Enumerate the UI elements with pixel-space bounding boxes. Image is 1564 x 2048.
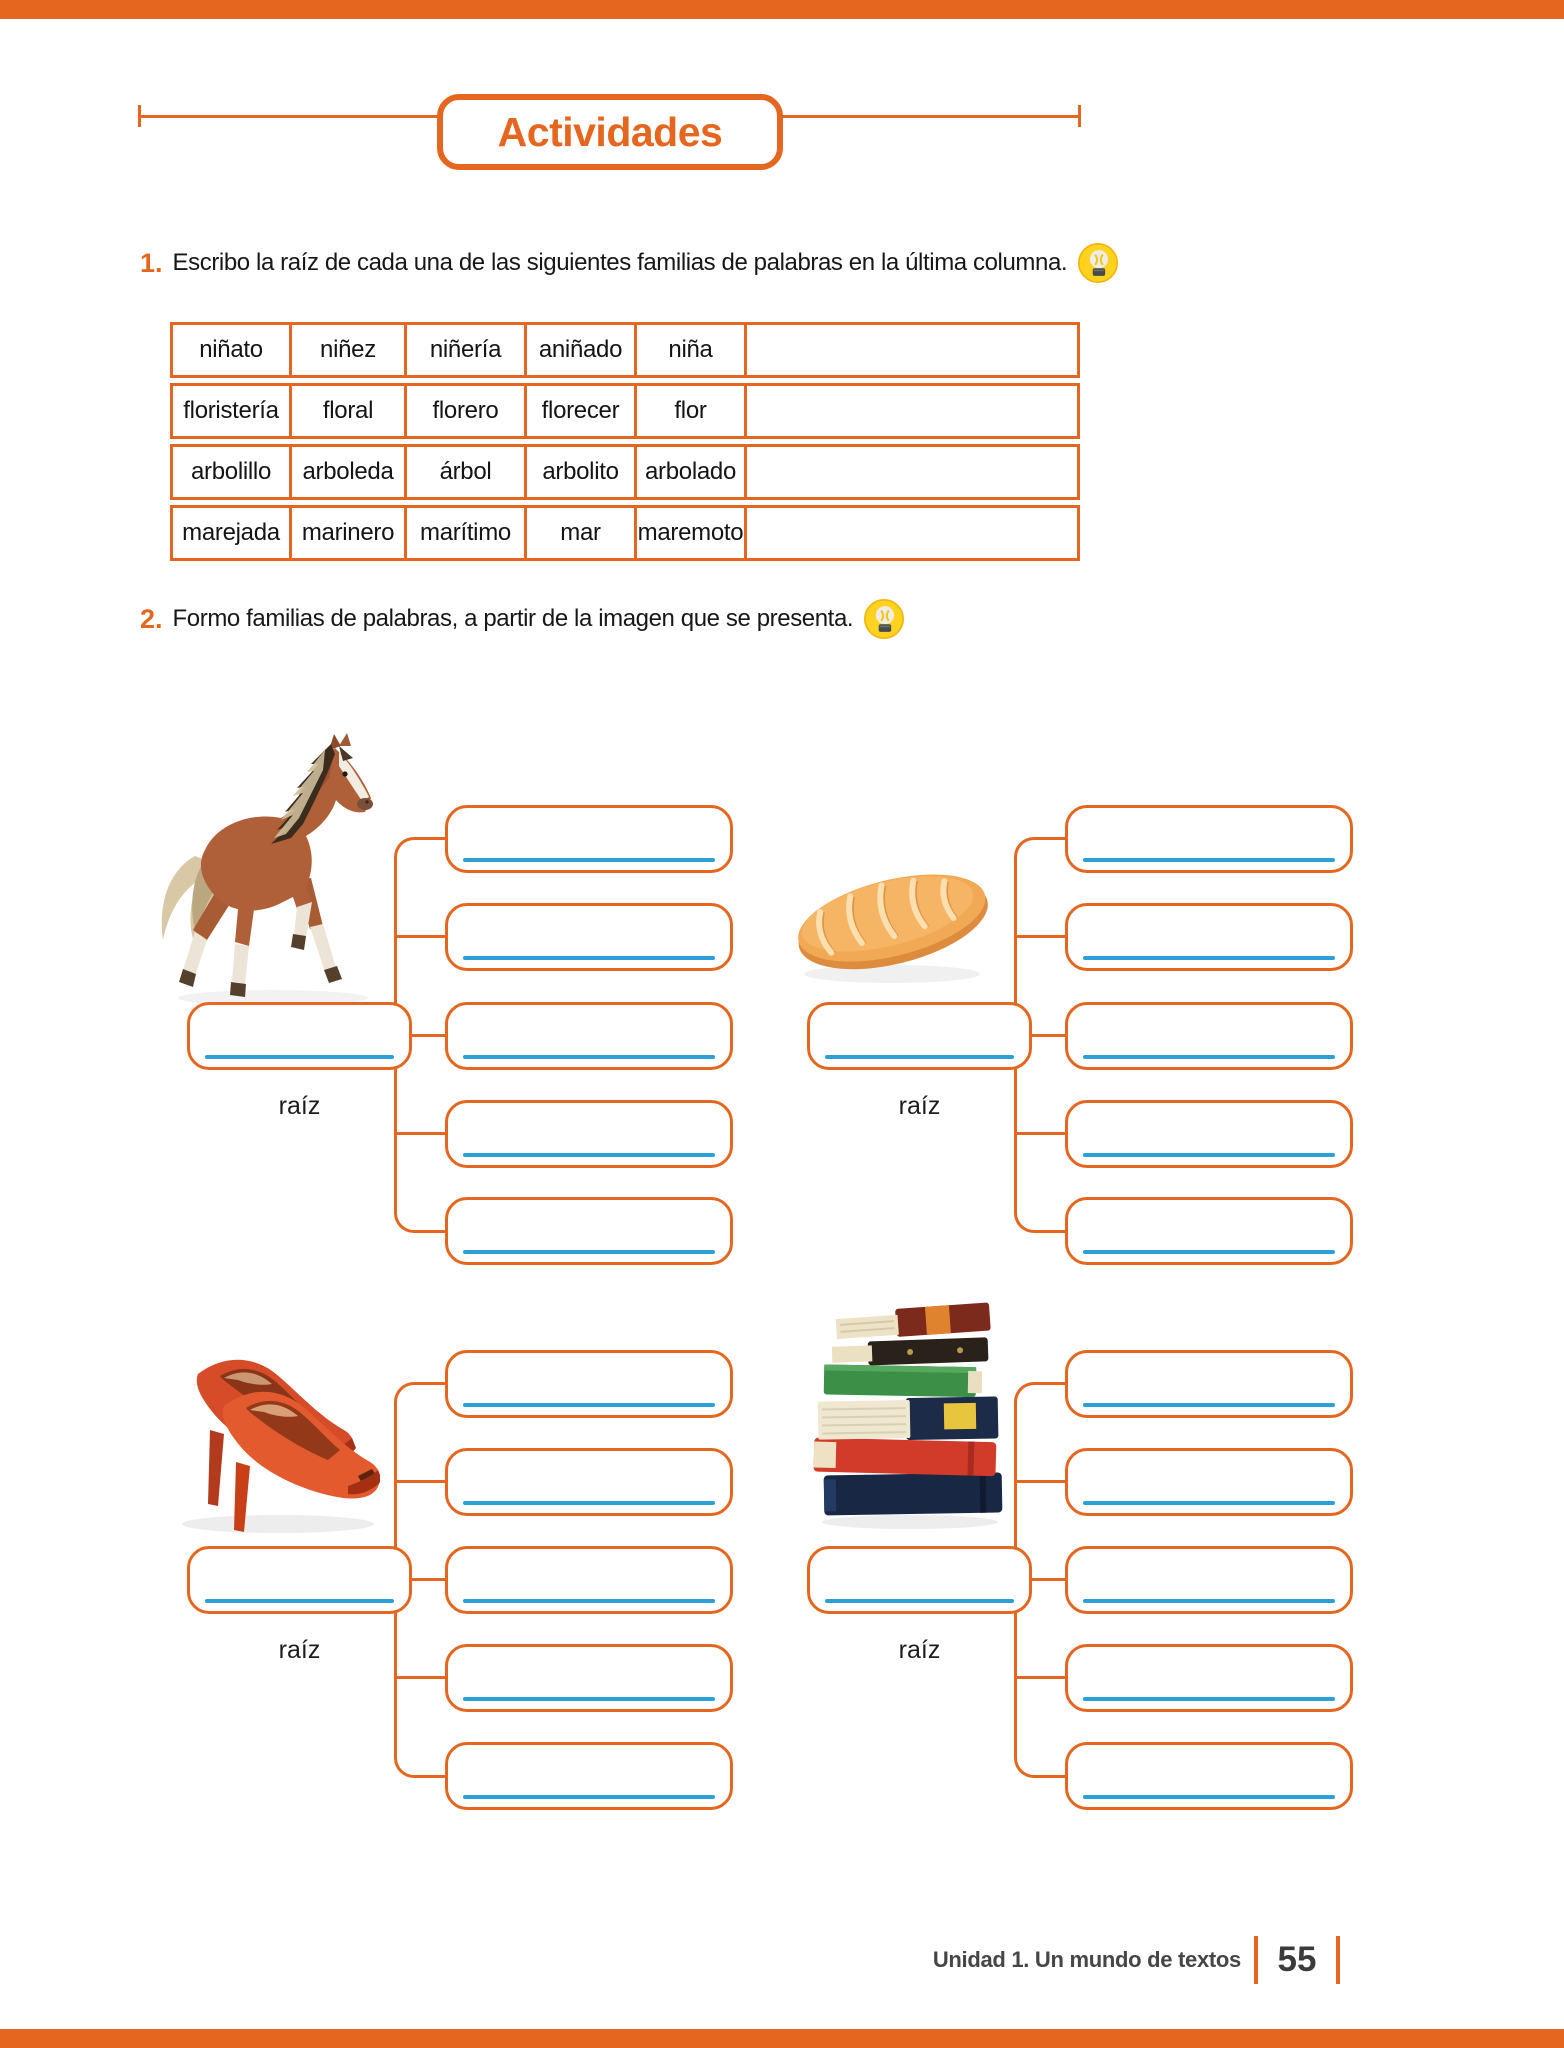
- shoes-image: [158, 1330, 380, 1537]
- answer-box[interactable]: [445, 1350, 733, 1418]
- answer-box[interactable]: [445, 903, 733, 971]
- answer-cell[interactable]: [747, 325, 1077, 375]
- horse-image: [143, 688, 395, 1010]
- footer-unit-label: Unidad 1. Un mundo de textos: [932, 1947, 1241, 1972]
- answer-cell[interactable]: [747, 447, 1077, 497]
- answer-line: [1083, 1697, 1335, 1701]
- diagram1-connector: [394, 935, 446, 938]
- answer-line: [463, 1599, 715, 1603]
- table-cell: floristería: [173, 386, 292, 436]
- answer-line: [205, 1055, 394, 1059]
- top-bar: [0, 0, 1564, 19]
- table-cell: niña: [637, 325, 747, 375]
- answer-box[interactable]: [1065, 1546, 1353, 1614]
- answer-line: [825, 1599, 1014, 1603]
- diagram3-root-connector: [410, 1578, 447, 1581]
- root-label: raíz: [898, 1092, 941, 1120]
- table-cell: aniñado: [527, 325, 637, 375]
- activity1-instruction: [140, 240, 1119, 286]
- answer-box[interactable]: [1065, 903, 1353, 971]
- root-word-box[interactable]: [187, 1002, 412, 1070]
- answer-line: [825, 1055, 1014, 1059]
- diagram2-connector: [1014, 1132, 1066, 1135]
- diagram1-root-connector: [410, 1034, 447, 1037]
- table-cell: niñez: [292, 325, 407, 375]
- answer-box[interactable]: [1065, 1448, 1353, 1516]
- answer-box[interactable]: [445, 1100, 733, 1168]
- table-cell: mar: [527, 508, 637, 558]
- footer-divider: [1254, 1936, 1258, 1984]
- diagram1-connector: [394, 1132, 446, 1135]
- page-title: Actividades: [497, 108, 723, 155]
- answer-box[interactable]: [445, 805, 733, 873]
- answer-line: [463, 1501, 715, 1505]
- answer-line: [463, 858, 715, 862]
- diagram2-connector: [1014, 935, 1066, 938]
- answer-line: [463, 1697, 715, 1701]
- activity2-number: 2.: [140, 603, 163, 634]
- table-cell: arbolito: [527, 447, 637, 497]
- diagram4-root-connector: [1030, 1578, 1067, 1581]
- table-cell: maremoto: [637, 508, 747, 558]
- footer-divider: [1336, 1936, 1340, 1984]
- header-rule-right-tick: [1078, 105, 1081, 127]
- table-cell: árbol: [407, 447, 527, 497]
- table-cell: florecer: [527, 386, 637, 436]
- answer-line: [1083, 1153, 1335, 1157]
- answer-line: [463, 1250, 715, 1254]
- header-rule-left-tick: [138, 105, 141, 127]
- answer-line: [1083, 1795, 1335, 1799]
- answer-line: [1083, 1403, 1335, 1407]
- answer-line: [463, 1403, 715, 1407]
- footer: [933, 1936, 1353, 1984]
- table-row: [170, 505, 1080, 561]
- answer-line: [1083, 1501, 1335, 1505]
- diagram3-connector: [394, 1480, 446, 1483]
- root-word-box[interactable]: [187, 1546, 412, 1614]
- root-label: raíz: [898, 1636, 941, 1664]
- diagram4-connector: [1014, 1676, 1066, 1679]
- actividades-title-box: [437, 94, 783, 170]
- answer-line: [205, 1599, 394, 1603]
- table-cell: arbolado: [637, 447, 747, 497]
- answer-box[interactable]: [1065, 1002, 1353, 1070]
- answer-box[interactable]: [1065, 1197, 1353, 1265]
- answer-line: [1083, 956, 1335, 960]
- bottom-bar: [0, 2029, 1564, 2048]
- table-cell: marejada: [173, 508, 292, 558]
- diagram3-connector: [394, 1676, 446, 1679]
- activity1-text: Escribo la raíz de cada una de las siguientes familias de palabras en la última columna.: [172, 249, 1068, 276]
- root-label: raíz: [278, 1636, 321, 1664]
- answer-line: [1083, 1250, 1335, 1254]
- table-row: [170, 444, 1080, 500]
- answer-cell[interactable]: [747, 386, 1077, 436]
- lightbulb-icon: [1077, 242, 1119, 284]
- table-row: [170, 383, 1080, 439]
- answer-line: [1083, 1055, 1335, 1059]
- table-cell: marinero: [292, 508, 407, 558]
- table-cell: arbolillo: [173, 447, 292, 497]
- activity2-text: Formo familias de palabras, a partir de la imagen que se presenta.: [172, 605, 854, 632]
- answer-box[interactable]: [445, 1197, 733, 1265]
- diagram2-root-connector: [1030, 1034, 1067, 1037]
- answer-box[interactable]: [1065, 1350, 1353, 1418]
- answer-line: [463, 1153, 715, 1157]
- root-word-box[interactable]: [807, 1002, 1032, 1070]
- books-image: [810, 1300, 1012, 1530]
- bread-image: [783, 848, 1001, 990]
- table-cell: niñato: [173, 325, 292, 375]
- table-cell: arboleda: [292, 447, 407, 497]
- answer-line: [463, 1795, 715, 1799]
- answer-box[interactable]: [445, 1742, 733, 1810]
- answer-line: [463, 956, 715, 960]
- answer-line: [1083, 1599, 1335, 1603]
- answer-box[interactable]: [445, 1448, 733, 1516]
- table-cell: marítimo: [407, 508, 527, 558]
- answer-cell[interactable]: [747, 508, 1077, 558]
- answer-box[interactable]: [445, 1546, 733, 1614]
- table-cell: florero: [407, 386, 527, 436]
- root-label: raíz: [278, 1092, 321, 1120]
- table-cell: niñería: [407, 325, 527, 375]
- root-word-box[interactable]: [807, 1546, 1032, 1614]
- page-number: 55: [1277, 1940, 1317, 1979]
- answer-line: [1083, 858, 1335, 862]
- answer-box[interactable]: [1065, 805, 1353, 873]
- answer-box[interactable]: [445, 1644, 733, 1712]
- answer-box[interactable]: [1065, 1742, 1353, 1810]
- table-cell: flor: [637, 386, 747, 436]
- answer-box[interactable]: [1065, 1644, 1353, 1712]
- answer-box[interactable]: [1065, 1100, 1353, 1168]
- table-row: [170, 322, 1080, 378]
- table-cell: floral: [292, 386, 407, 436]
- lightbulb-icon: [863, 598, 905, 640]
- answer-box[interactable]: [445, 1002, 733, 1070]
- activity2-instruction: [140, 596, 905, 642]
- diagram4-connector: [1014, 1480, 1066, 1483]
- answer-line: [463, 1055, 715, 1059]
- activity1-number: 1.: [140, 247, 163, 278]
